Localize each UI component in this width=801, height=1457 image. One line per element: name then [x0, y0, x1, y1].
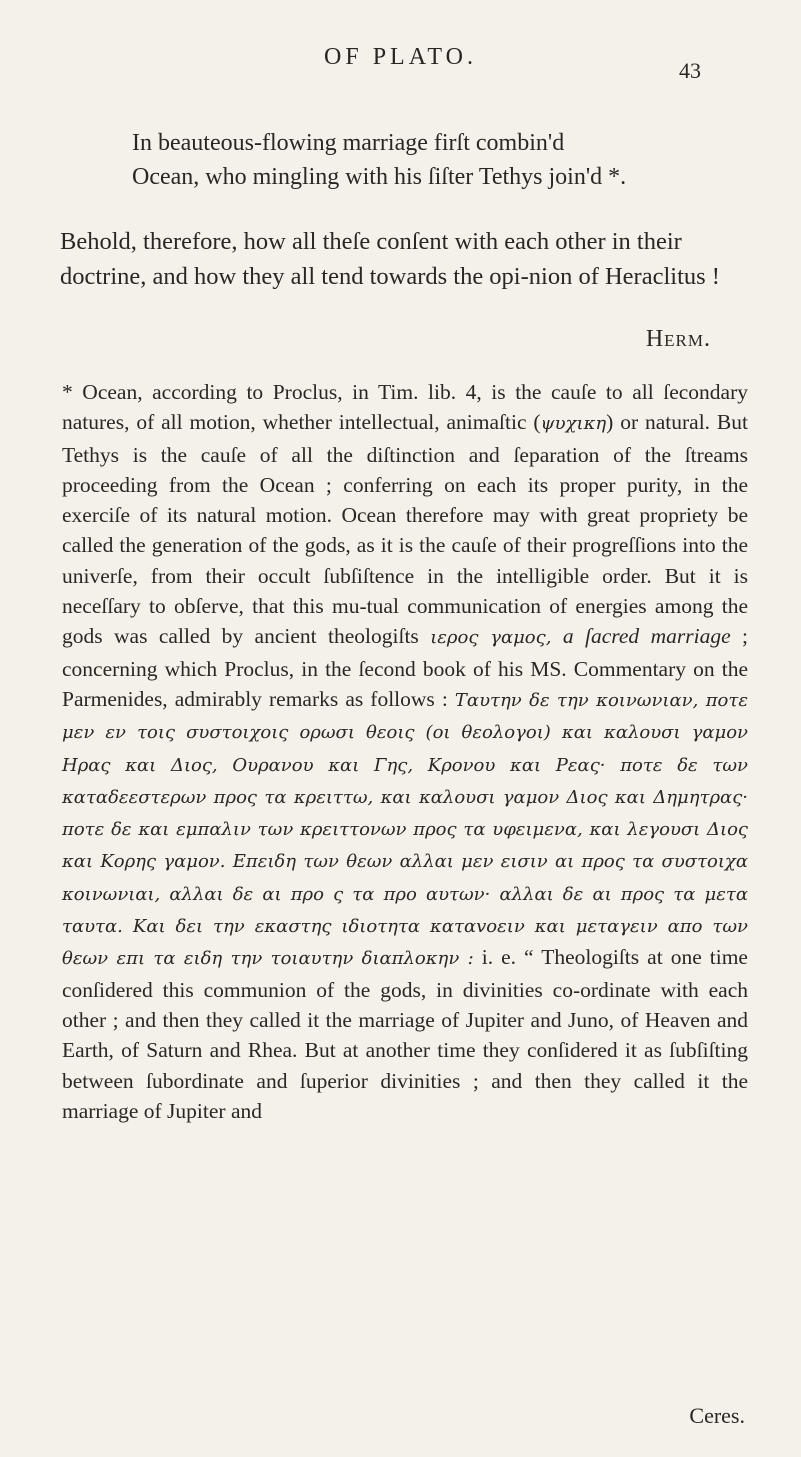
- footnote-greek-3: Ταυτην δε την κοινωνιαν, ποτε μεν εν τοις συστοιχοις ορωσι θεοις (οι θεολογοι) και καλουσι γαμον Ηρας και Διος, Ουρανου και Γης, Κρονου και Ρεας· ποτε δε των καταδεεστερων προς τα κρειττω, και καλουσι γαμον Διος και Δημητρας· ποτε δε και εμπαλιν των κρειττονων προς τα υφειμενα, και λεγουσι Διος και Κορης γαμον. Επειδη των θεων αλλαι μεν εισιν αι προς τα συστοιχα κοινωνιαι, αλλαι δε αι προ ς τα προ αυτων· αλλαι δε αι προς τα μετα ταυτα. Και δει την εκαστης ιδιοτητα καταvoειν και μεταγειν απο των θεων επι τα ειδη την τοιαυτην διαπλοκην :: [62, 689, 748, 970]
- footnote-text-2: ) or natural. But Tethys is the cauſe of all the diſtinction and ſeparation of the ſtreams proceeding from the Ocean ; conferring on each its proper purity, in the exerciſe of its natural motion. Ocean therefore may with great propriety be called the generation of the gods, as it is the cauſe of their progreſſions into the univerſe, from their occult ſubſiſtence in the intelligible order. But it is neceſſary to obſerve, that this mu-tual communication of energies among the gods was called by ancient theologiſts: [62, 410, 748, 649]
- footnote-text-4: ; concerning which Proclus, in the ſecond book of his MS. Commentary on the Parmenides, admirably remarks as follows :: [62, 624, 748, 711]
- running-title: OF PLATO.: [324, 44, 477, 70]
- verse-line-1: In beauteous-flowing marriage firſt combin'd: [132, 130, 565, 156]
- footnote-text-1: * Ocean, according to Proclus, in Tim. lib. 4, is the cauſe to all ſecondary natures, of all motion, whether intellectual, animaſtic (: [62, 380, 748, 435]
- footnote-greek-1: ψυχικη: [540, 413, 607, 435]
- footnote-italic-1: a ſacred marriage: [562, 624, 731, 649]
- catchword: Ceres.: [689, 1403, 745, 1428]
- verse-line-2: Ocean, who mingling with his ſiſter Tethys join'd *.: [132, 164, 627, 190]
- verse-quotation: [132, 126, 752, 194]
- footnote: [62, 377, 748, 1126]
- footnote-greek-2: ιερος γαμος,: [430, 627, 552, 649]
- body-paragraph: Behold, therefore, how all theſe conſent with each other in their doctrine, and how they all tend towards the opi-nion of Heraclitus !: [60, 228, 720, 290]
- speaker-name: Herm.: [645, 326, 711, 352]
- footnote-text-5: i. e. “ Theologiſts at one time conſidered this communion of the gods, in divinities co-ordinate with each other ; and then they called it the marriage of Jupiter and Juno, of Heaven and Earth, of Saturn and Rhea. But at another time they conſidered it as ſubſiſting between ſubordinate and ſuperior divinities ; and then they called it the marriage of Jupiter and: [62, 945, 748, 1123]
- footnote-text-3: [551, 624, 562, 648]
- page-number: 43: [679, 58, 701, 83]
